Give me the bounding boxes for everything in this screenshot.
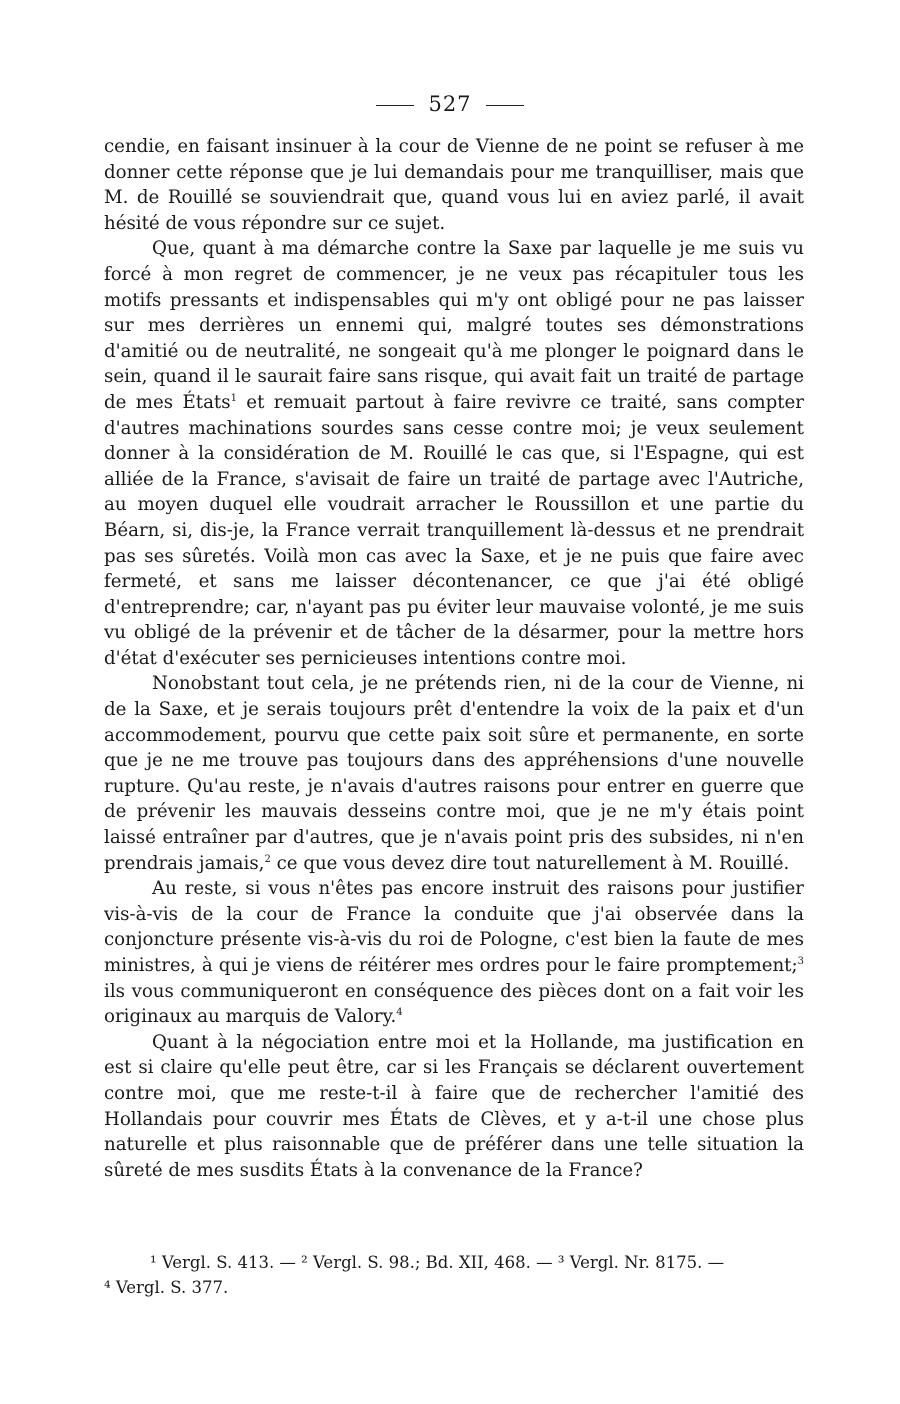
header-dash-left: [376, 105, 414, 106]
paragraph-text: Nonobstant tout cela, je ne prétends rien, ni de la cour de Vienne, ni de la Saxe, et je serais toujours prêt d'entendre la voix de la paix et d'un accommodement, pourvu que cette paix soit sûre et permanente, en sorte que je ne me trouve pas toujours dans des appréhensions d'une nouvelle rupture. Qu'au reste, je n'avais d'autres raisons pour entrer en guerre que de prévenir les mauvais desseins contre moi, que je ne m'y étais point laissé entraîner par d'autres, que je n'avais point pris des subsides, ni n'en prendrais jamais,: [104, 673, 804, 874]
footnote-ref: 4: [396, 1007, 403, 1019]
paragraph-text: Au reste, si vous n'êtes pas encore instruit des raisons pour justifier vis-à-vis de la cour de France la conduite que j'ai observée dans la conjoncture présente vis-à-vis du roi de Pologne, c'est bien la faute de mes ministres, à qui je viens de réitérer mes ordres pour le faire promptement;: [104, 878, 804, 976]
paragraph: [104, 236, 804, 671]
page-number: 527: [428, 92, 472, 116]
page-header: [0, 92, 900, 116]
paragraph: [104, 134, 804, 236]
paragraph-text: ils vous communiqueront en conséquence des pièces dont on a fait voir les originaux au marquis de Valory.: [104, 980, 804, 1028]
paragraph: [104, 1030, 804, 1184]
footnotes: [104, 1250, 804, 1300]
footnote-ref: 1: [230, 392, 237, 404]
paragraph: [104, 876, 804, 1030]
paragraph-text: Que, quant à ma démarche contre la Saxe par laquelle je me suis vu forcé à mon regret de commencer, je ne veux pas récapituler tous les motifs pressants et indispensables qui m'y ont obligé pour ne pas laisser sur mes derrières un ennemi qui, malgré toutes ses démonstrations d'amitié ou de neutralité, ne songeait qu'à me plonger le poignard dans le sein, quand il le saurait faire sans risque, qui avait fait un traité de partage de mes États: [104, 238, 804, 413]
paragraph: [104, 671, 804, 876]
body-text: [104, 134, 804, 1183]
footnote-ref: 3: [797, 956, 804, 967]
footnote-line: ⁴ Vergl. S. 377.: [104, 1278, 229, 1297]
footnote-line: ¹ Vergl. S. 413. — ² Vergl. S. 98.; Bd. XII, 468. — ³ Vergl. Nr. 8175. —: [150, 1253, 725, 1272]
paragraph-text: ce que vous devez dire tout naturellement à M. Rouillé.: [270, 852, 790, 874]
header-dash-right: [486, 105, 524, 106]
paragraph-text: Quant à la négociation entre moi et la Hollande, ma justification en est si claire qu'elle peut être, car si les Français se déclarent ouvertement contre moi, que me reste-t-il à faire que de rechercher l'amitié des Hollandais pour couvrir mes États de Clèves, et y a-t-il une chose plus naturelle et plus raisonnable que de préférer dans une telle situation la sûreté de mes susdits États à la convenance de la France?: [104, 1031, 804, 1181]
footnote-ref: 2: [264, 853, 271, 865]
paragraph-text: cendie, en faisant insinuer à la cour de Vienne de ne point se refuser à me donner cette réponse que je lui demandais pour me tranquilliser, mais que M. de Rouillé se souviendrait que, quand vous lui en aviez parlé, il avait hésité de vous répondre sur ce sujet.: [104, 136, 804, 234]
paragraph-text: et remuait partout à faire revivre ce traité, sans compter d'autres machinations sourdes sans cesse contre moi; je veux seulement donner à la considération de M. Rouillé le cas que, si l'Espagne, qui est alliée de la France, s'avisait de faire un traité de partage avec l'Autriche, au moyen duquel elle voudrait arracher le Roussillon et une partie du Béarn, si, dis-je, la France verrait tranquillement là-dessus et ne prendrait pas ses sûretés. Voilà mon cas avec la Saxe, et je ne puis que faire avec fermeté, et sans me laisser décontenancer, ce que j'ai été obligé d'entreprendre; car, n'ayant pas pu éviter leur mauvaise volonté, je me suis vu obligé de la prévenir et de tâcher de la désarmer, pour la mettre hors d'état d'exécuter ses pernicieuses intentions contre moi.: [104, 391, 804, 669]
